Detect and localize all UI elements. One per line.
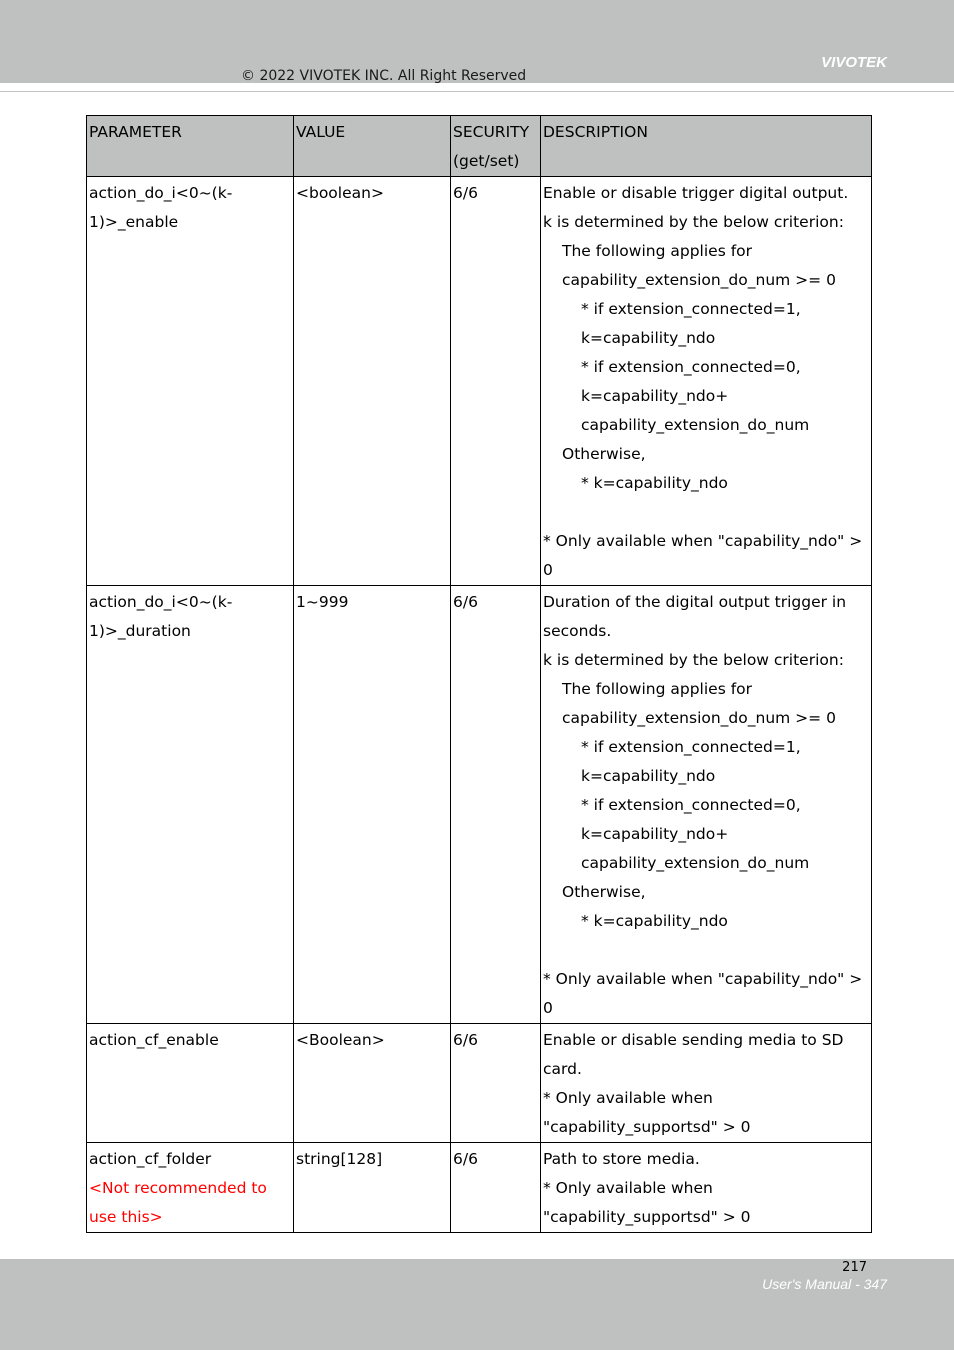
description-line: * Only available when "capability_supportsd" > 0 [543, 1179, 751, 1226]
parameter-cell [87, 1024, 294, 1143]
brand-logo: VIVOTEK [821, 54, 887, 71]
table-row [87, 177, 872, 586]
parameter-name: action_cf_enable [89, 1031, 219, 1049]
security-header-line: (get/set) [453, 152, 520, 170]
description-line: Enable or disable trigger digital output. [543, 184, 849, 202]
value-cell: <Boolean> [294, 1024, 451, 1143]
description-line: * if extension_connected=0, k=capability_ndo+ capability_extension_do_num [581, 796, 810, 872]
column-header-description: DESCRIPTION [541, 116, 872, 177]
table-row [87, 1143, 872, 1233]
value-cell: string[128] [294, 1143, 451, 1233]
parameter-cell [87, 177, 294, 586]
parameter-cell [87, 1143, 294, 1233]
description-line: k is determined by the below criterion: [543, 213, 844, 231]
value-cell: 1~999 [294, 586, 451, 1024]
parameter-cell [87, 586, 294, 1024]
parameter-table [86, 115, 872, 1233]
security-cell: 6/6 [451, 177, 541, 586]
description-line: Otherwise, [562, 445, 646, 463]
description-line: * Only available when "capability_supportsd" > 0 [543, 1089, 751, 1136]
description-line: Otherwise, [562, 883, 646, 901]
description-line: * Only available when "capability_ndo" > 0 [543, 970, 868, 1017]
description-line: Path to store media. [543, 1150, 700, 1168]
description-line: * if extension_connected=1, k=capability_ndo [581, 738, 806, 785]
parameter-name: action_do_i<0~(k-1)>_duration [89, 593, 233, 640]
description-cell [541, 586, 872, 1024]
description-line: Duration of the digital output trigger in seconds. [543, 593, 851, 640]
description-cell [541, 1143, 872, 1233]
header-divider [0, 91, 954, 92]
security-cell: 6/6 [451, 1024, 541, 1143]
security-cell: 6/6 [451, 1143, 541, 1233]
description-line: Enable or disable sending media to SD card. [543, 1031, 849, 1078]
description-line: The following applies for capability_extension_do_num >= 0 [562, 680, 836, 727]
value-cell: <boolean> [294, 177, 451, 586]
column-header-value: VALUE [294, 116, 451, 177]
description-cell [541, 1024, 872, 1143]
table-row [87, 586, 872, 1024]
description-line [543, 498, 869, 527]
security-cell: 6/6 [451, 586, 541, 1024]
description-line: * if extension_connected=0, k=capability_ndo+ capability_extension_do_num [581, 358, 810, 434]
description-line: k is determined by the below criterion: [543, 651, 844, 669]
description-cell [541, 177, 872, 586]
table-row [87, 1024, 872, 1143]
manual-page-label: User's Manual - 347 [762, 1276, 887, 1292]
page-number: 217 [842, 1260, 867, 1275]
description-line: * k=capability_ndo [581, 474, 728, 492]
description-line: The following applies for capability_extension_do_num >= 0 [562, 242, 836, 289]
column-header-security [451, 116, 541, 177]
description-line [543, 936, 869, 965]
security-header-line: SECURITY [453, 123, 530, 141]
parameter-name: action_cf_folder [89, 1150, 212, 1168]
table-header-row [87, 116, 872, 177]
description-line: * if extension_connected=1, k=capability_ndo [581, 300, 806, 347]
parameter-name: action_do_i<0~(k-1)>_enable [89, 184, 233, 231]
description-line: * Only available when "capability_ndo" > 0 [543, 532, 868, 579]
parameter-warning-note: <Not recommended to use this> [89, 1179, 267, 1226]
column-header-parameter: PARAMETER [87, 116, 294, 177]
copyright-notice: © 2022 VIVOTEK INC. All Right Reserved [241, 68, 527, 84]
description-line: * k=capability_ndo [581, 912, 728, 930]
footer-band [0, 1259, 954, 1350]
